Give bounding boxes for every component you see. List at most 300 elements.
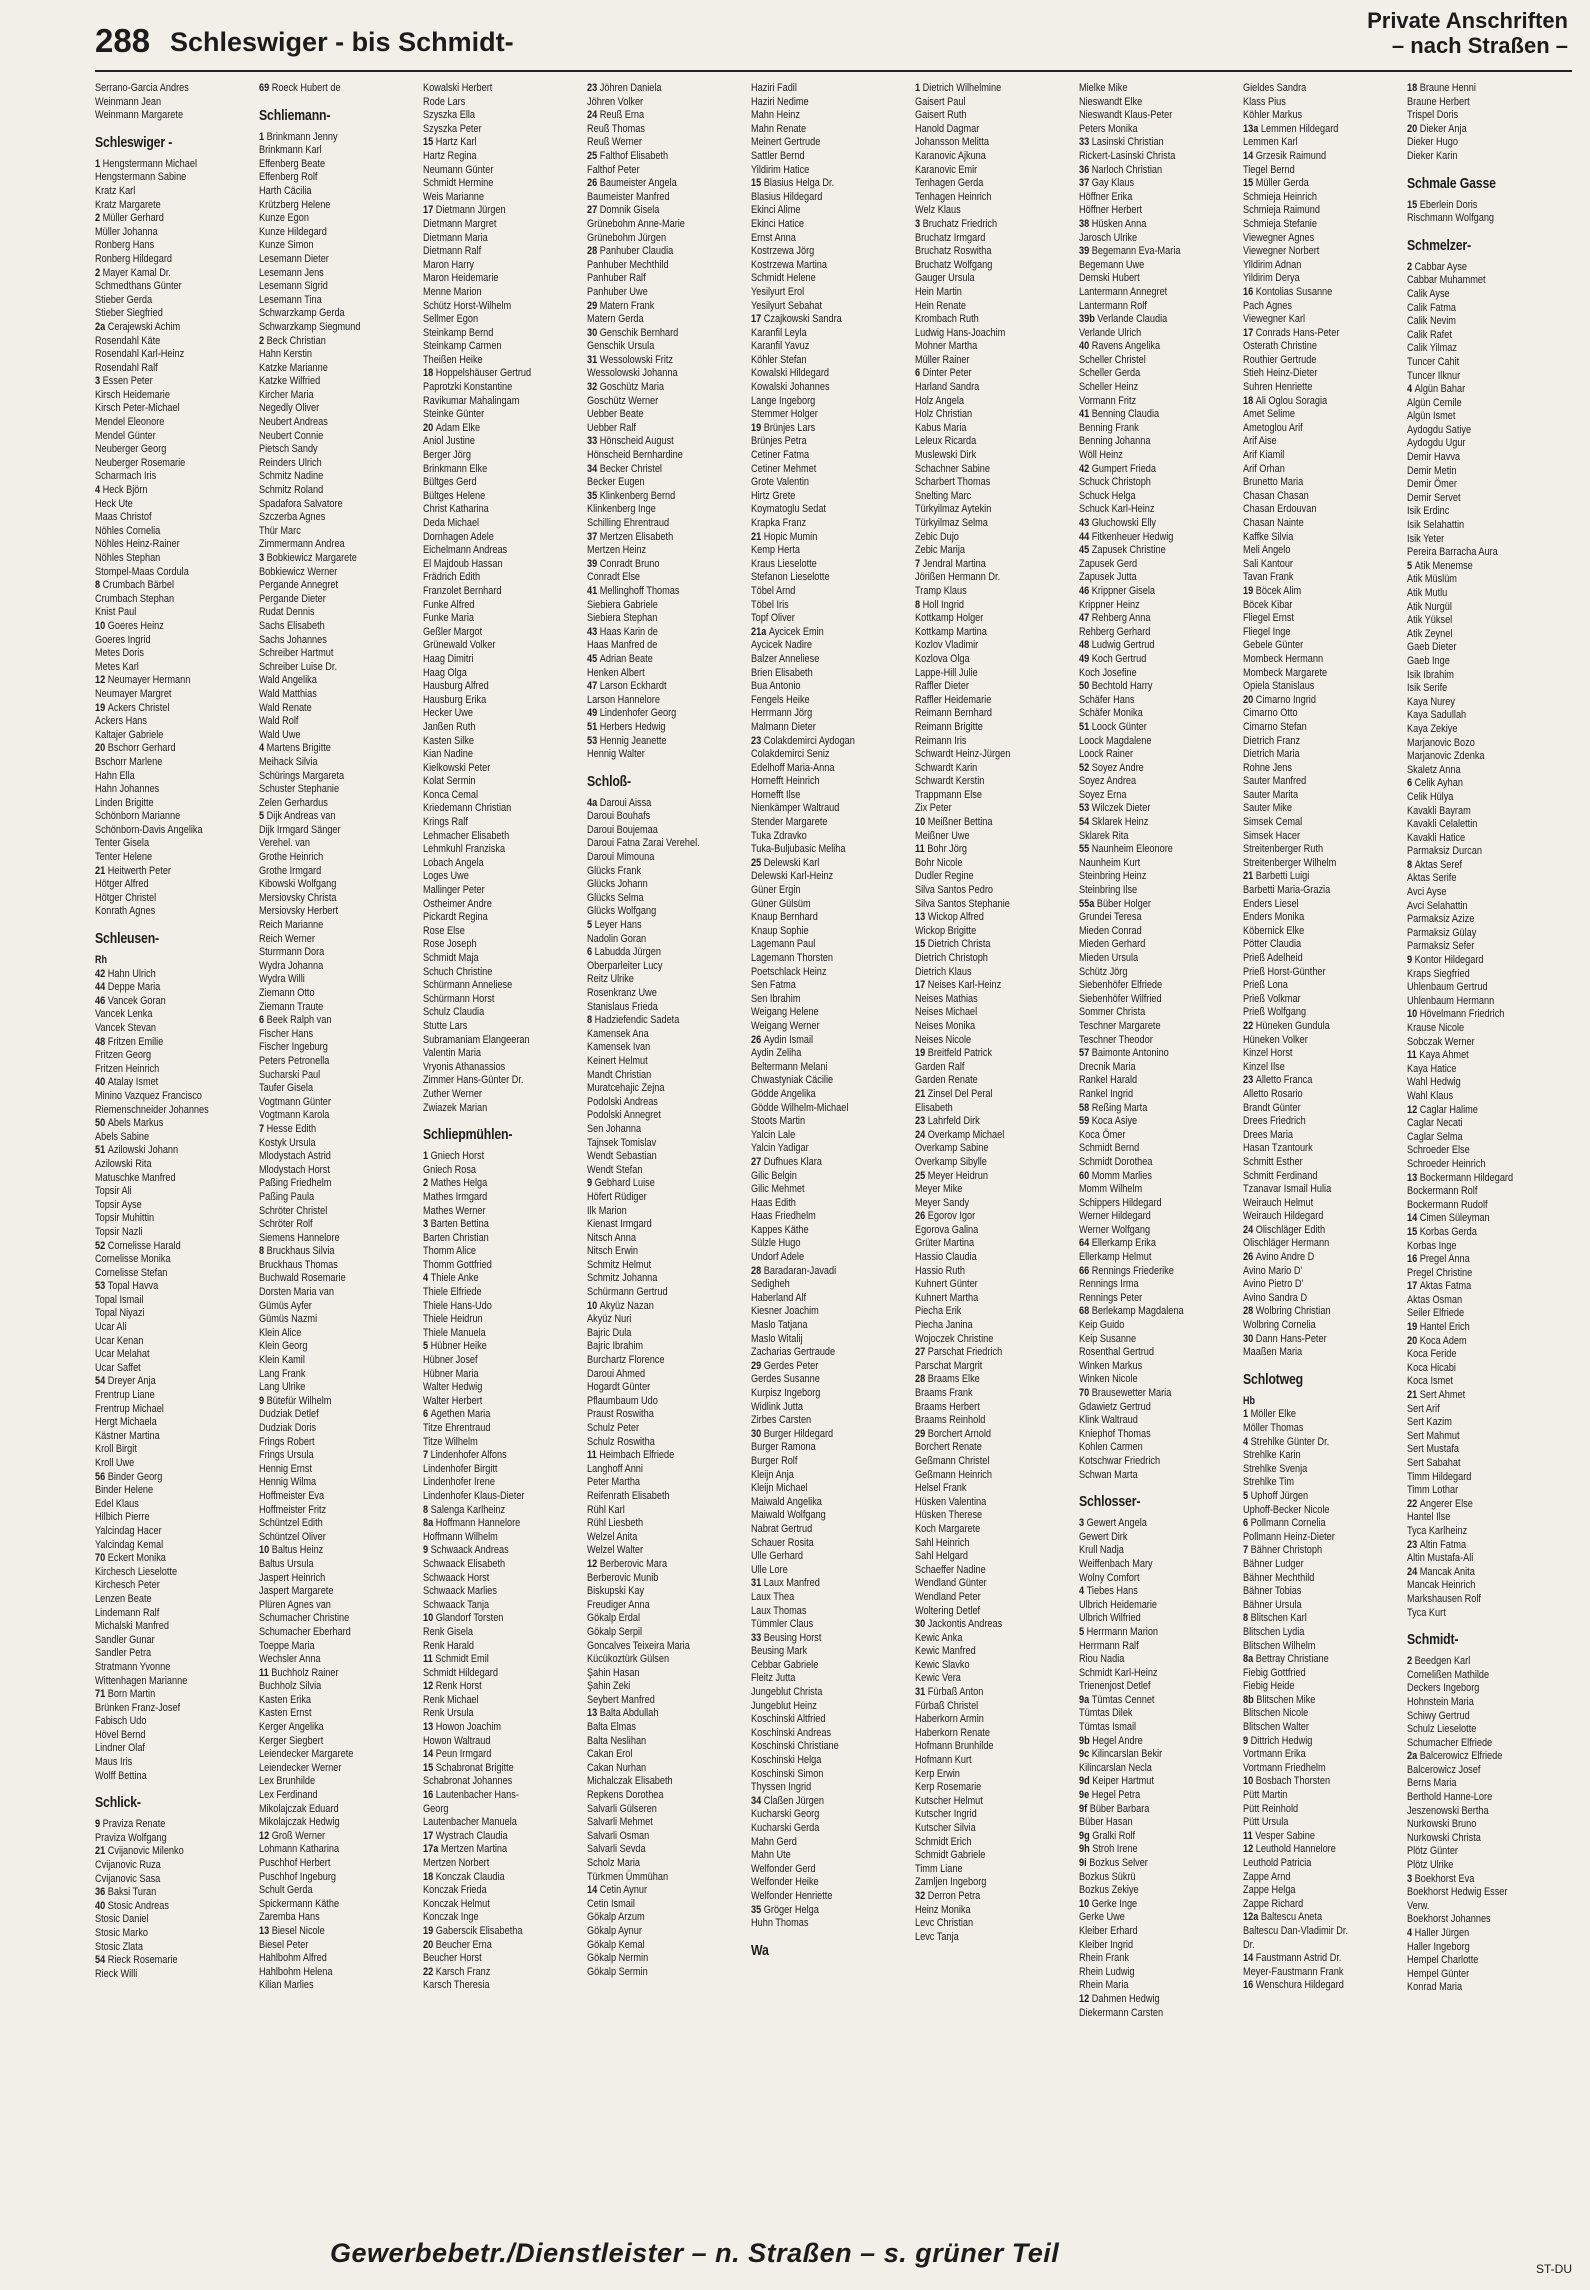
house-number: 19 xyxy=(95,701,108,714)
resident-entry: Gödde Wilhelm-Michael xyxy=(751,1101,849,1114)
resident-entry: 8 Hadziefendic Sadeta xyxy=(587,1014,680,1027)
resident-entry: Benning Johanna xyxy=(1079,435,1151,448)
resident-entry: Zimmermann Andrea xyxy=(259,538,345,551)
resident-entry: Rosenkranz Uwe xyxy=(587,987,657,999)
house-number: 53 xyxy=(587,734,600,747)
resident-entry: 39b Verlande Claudia xyxy=(1079,313,1168,326)
resident-entry: Leiendecker Werner xyxy=(259,1761,342,1774)
resident-entry: Wendland Günter xyxy=(915,1577,987,1590)
resident-entry: Scheller Gerda xyxy=(1079,367,1141,380)
resident-entry: Grünebohm Anne-Marie xyxy=(587,217,685,230)
resident-entry: Topsir Ali xyxy=(95,1185,132,1198)
resident-entry: Koca Ömer xyxy=(1079,1128,1126,1141)
resident-entry: 21a Aycicek Emin xyxy=(751,625,824,638)
resident-entry: Mahn Heinz xyxy=(751,109,800,122)
house-number: 9f xyxy=(1079,1802,1090,1815)
house-number: 15 xyxy=(915,938,928,951)
resident-entry: Gerdes Susanne xyxy=(751,1373,820,1386)
house-number: 53 xyxy=(95,1280,108,1293)
resident-entry: Effenberg Rolf xyxy=(259,171,318,184)
resident-entry: Knaup Bernhard xyxy=(751,911,818,924)
resident-entry: Lex Ferdinand xyxy=(259,1789,318,1802)
resident-entry: Sauter Manfred xyxy=(1243,775,1307,788)
house-number: 4 xyxy=(95,484,103,497)
house-number: 51 xyxy=(587,720,600,733)
resident-entry: Lesemann Sigrid xyxy=(259,280,328,293)
resident-entry: Ekinci Alime xyxy=(751,204,801,217)
resident-entry: Lindenhofer Birgitt xyxy=(423,1462,498,1475)
resident-entry: Spadafora Salvatore xyxy=(259,497,343,510)
resident-entry: Timm Hildegard xyxy=(1407,1470,1472,1483)
resident-entry: 10 Akyüz Nazan xyxy=(587,1299,654,1312)
column-7 xyxy=(1079,82,1209,2232)
resident-entry: Naunheim Kurt xyxy=(1079,856,1141,869)
resident-entry: Koca Ismet xyxy=(1407,1375,1453,1388)
resident-entry: 13 Wickop Alfred xyxy=(915,911,984,924)
resident-entry: 53 Hennig Jeanette xyxy=(587,734,667,747)
resident-entry: 33 Beusing Horst xyxy=(751,1631,822,1644)
resident-entry: Reimann Iris xyxy=(915,734,967,747)
house-number: 68 xyxy=(1079,1305,1092,1318)
resident-entry: Cakan Erol xyxy=(587,1748,633,1761)
resident-entry: Fritzen Heinrich xyxy=(95,1062,160,1075)
resident-entry: Panhuber Uwe xyxy=(587,285,648,298)
resident-entry: Rhein Frank xyxy=(1079,1952,1129,1965)
house-number: 52 xyxy=(1079,761,1092,774)
resident-entry: Riou Nadia xyxy=(1079,1653,1125,1666)
house-number: 34 xyxy=(751,1794,764,1807)
resident-entry: 28 Braams Elke xyxy=(915,1373,980,1386)
resident-entry: Kriedemann Christian xyxy=(423,802,512,815)
resident-entry: Kilincarslan Necla xyxy=(1079,1761,1152,1774)
resident-entry: Ernst Anna xyxy=(751,231,796,244)
resident-entry: 9h Stroh Irene xyxy=(1079,1843,1138,1856)
resident-entry: Weigang Helene xyxy=(751,1006,819,1019)
house-number: 51 xyxy=(1079,720,1092,733)
house-number: 3 xyxy=(1407,1872,1415,1885)
resident-entry: Reifenrath Elisabeth xyxy=(587,1489,670,1502)
resident-entry: 26 Aydin Ismail xyxy=(751,1033,814,1046)
resident-entry: Boekhorst Hedwig Esser xyxy=(1407,1886,1508,1899)
resident-entry: Hantel Ilse xyxy=(1407,1511,1451,1524)
resident-entry: 11 Heimbach Elfriede xyxy=(587,1449,675,1462)
resident-entry: Haberkorn Renate xyxy=(915,1726,990,1739)
resident-entry: Gökalp Serpil xyxy=(587,1625,643,1638)
resident-entry: Becker Eugen xyxy=(587,476,645,489)
house-number: 11 xyxy=(915,843,928,856)
resident-entry: Isik Serife xyxy=(1407,682,1448,695)
house-number: 13 xyxy=(1407,1171,1420,1184)
resident-entry: 9a Tümtas Cennet xyxy=(1079,1693,1155,1706)
resident-entry: 54 Sklarek Heinz xyxy=(1079,816,1149,829)
resident-entry: Georg xyxy=(423,1802,449,1815)
resident-entry: 22 Karsch Franz xyxy=(423,1965,491,1978)
resident-entry: Aktas Osman xyxy=(1407,1293,1463,1306)
house-number: 43 xyxy=(587,625,600,638)
resident-entry: Levc Tanja xyxy=(915,1930,959,1943)
resident-entry: Brunetto Maria xyxy=(1243,476,1304,489)
house-number: 15 xyxy=(1407,1225,1420,1238)
resident-entry: 4 Algün Bahar xyxy=(1407,383,1466,396)
resident-entry: Welfonder Gerd xyxy=(751,1862,816,1875)
resident-entry: Kowalski Hildegard xyxy=(751,367,830,380)
resident-entry: 2 Cabbar Ayse xyxy=(1407,260,1468,273)
resident-entry: Schüntzel Edith xyxy=(259,1517,323,1530)
resident-entry: Braams Herbert xyxy=(915,1400,980,1413)
resident-entry: Momm Wilhelm xyxy=(1079,1183,1143,1196)
resident-entry: Krombach Ruth xyxy=(915,313,979,326)
resident-entry: Yalcin Lale xyxy=(751,1128,796,1141)
resident-entry: Kircher Maria xyxy=(259,388,314,401)
resident-entry: Atik Zeynel xyxy=(1407,627,1453,640)
resident-entry: Sklarek Rita xyxy=(1079,829,1129,842)
resident-entry: Daroui Boujemaa xyxy=(587,823,658,836)
resident-entry: Taufer Gisela xyxy=(259,1082,314,1095)
resident-entry: Lautenbacher Manuela xyxy=(423,1816,517,1829)
resident-entry: Wittenhagen Marianne xyxy=(95,1674,188,1687)
resident-entry: Schwardt Kerstin xyxy=(915,775,985,788)
resident-entry: Levc Christian xyxy=(915,1917,974,1930)
house-number: 27 xyxy=(915,1346,928,1359)
resident-entry: Türkmen Ümmühan xyxy=(587,1870,669,1883)
resident-entry: Raffler Heidemarie xyxy=(915,693,992,706)
resident-entry: Schürmann Anneliese xyxy=(423,979,513,992)
house-number: 31 xyxy=(751,1577,764,1590)
resident-entry: 58 Reßing Marta xyxy=(1079,1101,1148,1114)
resident-entry: Neumann Günter xyxy=(423,163,494,176)
resident-entry: Goncalves Teixeira Maria xyxy=(587,1639,690,1652)
resident-entry: Buchholz Silvia xyxy=(259,1680,322,1693)
resident-entry: Cvijanovic Ruza xyxy=(95,1859,161,1872)
resident-entry: Kozlova Olga xyxy=(915,652,970,665)
resident-entry: 42 Hahn Ulrich xyxy=(95,967,156,980)
resident-entry: Schulz Roswitha xyxy=(587,1435,655,1448)
house-number: 2 xyxy=(1407,1655,1415,1668)
resident-entry: Funke Alfred xyxy=(423,598,475,611)
resident-entry: Henken Albert xyxy=(587,666,645,679)
house-number: 26 xyxy=(915,1210,928,1223)
column-1 xyxy=(95,82,225,2232)
resident-entry: 9f Büber Barbara xyxy=(1079,1802,1150,1815)
resident-entry: Lang Ulrike xyxy=(259,1381,306,1394)
resident-entry: 25 Falthof Elisabeth xyxy=(587,149,669,162)
resident-entry: Kostyk Ursula xyxy=(259,1136,316,1149)
resident-entry: Chasan Nainte xyxy=(1243,517,1304,529)
resident-entry: Strehlke Tim xyxy=(1243,1476,1294,1489)
resident-entry: Kinzel Horst xyxy=(1243,1047,1293,1060)
resident-entry: Konrath Agnes xyxy=(95,905,156,918)
resident-entry: Dietrich Christoph xyxy=(915,952,988,964)
resident-entry: Silva Santos Pedro xyxy=(915,884,994,897)
resident-entry: Hengstermann Sabine xyxy=(95,171,187,184)
resident-entry: 3 Gewert Angela xyxy=(1079,1517,1147,1530)
resident-entry: Glücks Frank xyxy=(587,864,642,877)
resident-entry: Teschner Margarete xyxy=(1079,1019,1161,1032)
resident-entry: 6 Dinter Peter xyxy=(915,367,972,380)
resident-entry: Schmidt Hermine xyxy=(423,177,494,190)
resident-entry: Topsir Ayse xyxy=(95,1198,142,1211)
resident-entry: 31 Laux Manfred xyxy=(751,1577,820,1590)
resident-entry: 15 Korbas Gerda xyxy=(1407,1225,1477,1238)
resident-entry: Haziri Fadil xyxy=(751,82,797,94)
resident-entry: Avino Mario D' xyxy=(1243,1264,1303,1277)
resident-entry: Jeszenowski Bertha xyxy=(1407,1804,1489,1817)
resident-entry: Matern Gerda xyxy=(587,313,644,326)
house-number: 9 xyxy=(1407,954,1415,967)
house-number: 28 xyxy=(587,245,600,258)
resident-entry: Kirchesch Peter xyxy=(95,1579,160,1592)
resident-entry: Dijk Irmgard Sänger xyxy=(259,823,341,836)
resident-entry: Nurkowski Bruno xyxy=(1407,1818,1477,1831)
resident-entry: Bozkus Sükrü xyxy=(1079,1870,1136,1883)
resident-entry: Avci Ayse xyxy=(1407,886,1447,899)
resident-entry: Muslewski Dirk xyxy=(915,449,977,462)
resident-entry: Schumacher Eberhard xyxy=(259,1625,351,1638)
directory-columns xyxy=(95,82,1573,2237)
house-number: 12 xyxy=(423,1680,436,1693)
resident-entry: Mikolajczak Hedwig xyxy=(259,1816,340,1829)
resident-entry: 9 Dittrich Hedwig xyxy=(1243,1734,1313,1747)
resident-entry: Topal Ismail xyxy=(95,1293,144,1306)
page-range-title: Schleswiger - bis Schmidt- xyxy=(170,27,514,57)
resident-entry: Johansson Melitta xyxy=(915,136,989,149)
resident-entry: Mendel Günter xyxy=(95,429,156,442)
column-3 xyxy=(423,82,553,2232)
house-number: 12a xyxy=(1243,1911,1261,1924)
resident-entry: Kottkamp Martina xyxy=(915,625,987,638)
resident-entry: Meinert Gertrude xyxy=(751,136,821,149)
resident-entry: Isik Selahattin xyxy=(1407,519,1465,532)
house-number: 3 xyxy=(1079,1517,1087,1530)
house-number: 14 xyxy=(587,1884,600,1897)
resident-entry: Kratz Karl xyxy=(95,184,136,197)
resident-entry: 19 Ackers Christel xyxy=(95,701,170,714)
resident-entry: Katzke Marianne xyxy=(259,361,328,374)
resident-entry: Schüntzel Oliver xyxy=(259,1530,326,1543)
resident-entry: Lappe-Hill Julie xyxy=(915,666,978,679)
resident-entry: Konczak Frieda xyxy=(423,1884,487,1897)
resident-entry: Malmann Dieter xyxy=(751,720,816,733)
resident-entry: Goschütz Werner xyxy=(587,394,659,407)
resident-entry: Frädrich Edith xyxy=(423,571,481,584)
resident-entry: Verw. xyxy=(1407,1899,1430,1912)
resident-entry: 44 Fitkenheuer Hedwig xyxy=(1079,530,1174,543)
resident-entry: Trispel Doris xyxy=(1407,109,1459,122)
house-number: 49 xyxy=(1079,652,1092,665)
resident-entry: 14 Cimen Süleyman xyxy=(1407,1212,1490,1225)
house-number: 2 xyxy=(95,266,103,279)
resident-entry: Gaisert Ruth xyxy=(915,109,967,122)
resident-entry: Lobach Angela xyxy=(423,856,484,869)
resident-entry: Geßmann Christel xyxy=(915,1454,990,1467)
house-number: 4 xyxy=(1243,1435,1251,1448)
resident-entry: Thiele Manuela xyxy=(423,1326,486,1339)
resident-entry: Kniephof Thomas xyxy=(1079,1427,1151,1440)
resident-entry: Drees Friedrich xyxy=(1243,1115,1306,1128)
resident-entry: Schwaack Horst xyxy=(423,1571,490,1584)
resident-entry: Lindner Olaf xyxy=(95,1742,145,1755)
resident-entry: Pereira Barracha Aura xyxy=(1407,546,1498,559)
resident-entry: Drecnik Maria xyxy=(1079,1060,1136,1073)
resident-entry: Streitenberger Ruth xyxy=(1243,843,1324,856)
resident-entry: 2 Müller Gerhard xyxy=(95,212,164,225)
resident-entry: Klein Georg xyxy=(259,1340,308,1353)
resident-entry: Hirtz Grete xyxy=(751,489,796,502)
house-number: 12 xyxy=(259,1829,272,1842)
resident-entry: Müller Rainer xyxy=(915,353,970,366)
resident-entry: Kienast Irmgard xyxy=(587,1218,652,1231)
resident-entry: Yalcin Yadigar xyxy=(751,1142,809,1155)
resident-entry: Zappe Richard xyxy=(1243,1897,1304,1910)
resident-entry: Blasius Hildegard xyxy=(751,190,823,203)
resident-entry: Sauter Marita xyxy=(1243,788,1299,801)
resident-entry: 20 Koca Adem xyxy=(1407,1334,1467,1347)
resident-entry: Sülzle Hugo xyxy=(751,1237,801,1250)
resident-entry: 19 Breitfeld Patrick xyxy=(915,1047,993,1060)
house-number: 9c xyxy=(1079,1748,1092,1761)
house-number: 17 xyxy=(915,979,928,992)
house-number: 44 xyxy=(95,981,108,994)
resident-entry: Kirsch Heidemarie xyxy=(95,388,170,401)
resident-entry: 22 Hüneken Gundula xyxy=(1243,1019,1330,1032)
resident-entry: Reinders Ulrich xyxy=(259,456,322,469)
resident-entry: 48 Ludwig Gertrud xyxy=(1079,639,1155,652)
resident-entry: Howon Waltraud xyxy=(423,1734,491,1747)
resident-entry: Dieker Karin xyxy=(1407,149,1458,162)
resident-entry: Mallinger Peter xyxy=(423,884,485,897)
house-number: 21 xyxy=(915,1087,928,1100)
resident-entry: Mlodystach Astrid xyxy=(259,1150,331,1163)
resident-entry: Cetin Ismail xyxy=(587,1897,635,1910)
resident-entry: Hüsken Therese xyxy=(915,1509,983,1522)
resident-entry: Sachs Elisabeth xyxy=(259,619,325,632)
resident-entry: Braune Herbert xyxy=(1407,95,1470,108)
resident-entry: Schuck Christoph xyxy=(1079,476,1151,489)
house-number: 10 xyxy=(1243,1775,1256,1788)
resident-entry: Weinmann Margarete xyxy=(95,109,184,122)
house-number: 7 xyxy=(915,557,923,570)
resident-entry: 24 Mancak Anita xyxy=(1407,1565,1475,1578)
resident-entry: Simsek Cemal xyxy=(1243,816,1303,829)
resident-entry: 71 Born Martin xyxy=(95,1688,156,1701)
resident-entry: Schmieja Raimund xyxy=(1243,204,1321,217)
resident-entry: Podolski Annegret xyxy=(587,1109,661,1122)
resident-entry: Mahn Ute xyxy=(751,1849,791,1862)
resident-entry: Lagemann Thorsten xyxy=(751,952,833,964)
resident-entry: Schachner Sabine xyxy=(915,462,990,475)
resident-entry: Maaßen Maria xyxy=(1243,1346,1303,1359)
resident-entry: 6 Agethen Maria xyxy=(423,1408,491,1421)
resident-entry: 4 Heck Björn xyxy=(95,484,148,497)
resident-entry: Weigang Werner xyxy=(751,1019,820,1032)
resident-entry: Aydin Zeliha xyxy=(751,1047,802,1060)
resident-entry: Schiwy Gertrud xyxy=(1407,1709,1470,1722)
street-heading: Schleswiger - xyxy=(95,133,173,151)
resident-entry: Zaremba Hans xyxy=(259,1911,320,1924)
house-number: 10 xyxy=(1407,1008,1420,1021)
house-number: 6 xyxy=(587,946,595,959)
resident-entry: 56 Binder Georg xyxy=(95,1470,163,1483)
resident-entry: Praviza Wolfgang xyxy=(95,1831,167,1844)
house-number: 22 xyxy=(1407,1497,1420,1510)
resident-entry: Sauter Mike xyxy=(1243,802,1292,815)
resident-entry: Schwardt Heinz-Jürgen xyxy=(915,748,1011,761)
resident-entry: Loock Magdalene xyxy=(1079,734,1152,747)
resident-entry: Wöll Heinz xyxy=(1079,449,1123,462)
resident-entry: Tümtas Ismail xyxy=(1079,1721,1137,1734)
resident-entry: Serrano-Garcia Andres xyxy=(95,82,189,94)
resident-entry: 40 Atalay Ismet xyxy=(95,1076,159,1089)
house-number: 37 xyxy=(1079,177,1092,190)
resident-entry: Cimarno Otto xyxy=(1243,707,1298,720)
house-number: 9g xyxy=(1079,1829,1093,1842)
resident-entry: Rosendahl Käte xyxy=(95,334,161,347)
resident-entry: Marjanovic Zdenka xyxy=(1407,750,1485,763)
resident-entry: 11 Vesper Sabine xyxy=(1243,1829,1315,1842)
resident-entry: Theißen Heike xyxy=(423,353,483,366)
resident-entry: Baltus Ursula xyxy=(259,1557,314,1570)
house-number: 2 xyxy=(259,334,267,347)
resident-entry: 53 Topal Havva xyxy=(95,1280,159,1293)
resident-entry: 43 Haas Karin de xyxy=(587,625,658,638)
resident-entry: Kewic Vera xyxy=(915,1672,961,1685)
resident-entry: Calik Yilmaz xyxy=(1407,342,1457,355)
resident-entry: Arif Kiamil xyxy=(1243,449,1285,462)
resident-entry: Pütt Reinhold xyxy=(1243,1802,1299,1815)
resident-entry: Weirauch Hildegard xyxy=(1243,1210,1324,1223)
house-number: 49 xyxy=(587,707,600,720)
resident-entry: Sali Kantour xyxy=(1243,557,1293,570)
resident-entry: Tyca Karlheinz xyxy=(1407,1524,1468,1537)
resident-entry: Burchartz Florence xyxy=(587,1354,665,1367)
resident-entry: Daroui Ahmed xyxy=(587,1367,646,1380)
resident-entry: Fliegel Ernst xyxy=(1243,612,1294,625)
street-heading: Schmale Gasse xyxy=(1407,174,1496,192)
resident-entry: Elisabeth xyxy=(915,1101,953,1114)
resident-entry: Bültges Helene xyxy=(423,489,486,502)
house-number: 20 xyxy=(1243,693,1256,706)
house-number: 8 xyxy=(915,598,923,611)
resident-entry: Lenzen Beate xyxy=(95,1592,152,1605)
resident-entry: Prieß Volkmar xyxy=(1243,992,1301,1005)
resident-entry: Dietmann Ralf xyxy=(423,245,482,258)
house-number: 4 xyxy=(1407,1927,1415,1939)
resident-entry: 16 Lautenbacher Hans- xyxy=(423,1789,519,1802)
resident-entry: Wendt Sebastian xyxy=(587,1150,657,1163)
resident-entry: Bruchatz Irmgard xyxy=(915,231,986,244)
resident-entry: Mombeck Margarete xyxy=(1243,666,1328,679)
resident-entry: Nieswandt Klaus-Peter xyxy=(1079,109,1173,122)
resident-entry: 51 Loock Günter xyxy=(1079,720,1147,733)
resident-entry: Vormann Fritz xyxy=(1079,394,1137,407)
resident-entry: Kielkowski Peter xyxy=(423,761,491,774)
resident-entry: Frings Ursula xyxy=(259,1449,314,1462)
resident-entry: Hoffmann Wilhelm xyxy=(423,1530,498,1543)
resident-entry: Berger Jörg xyxy=(423,449,471,462)
resident-entry: 46 Krippner Gisela xyxy=(1079,584,1155,597)
resident-entry: Hennig Ernst xyxy=(259,1462,313,1475)
resident-entry: Ulbrich Wilfried xyxy=(1079,1612,1141,1625)
resident-entry: Negedly Oliver xyxy=(259,402,320,415)
resident-entry: Hennig Walter xyxy=(587,748,645,761)
resident-entry: Enders Monika xyxy=(1243,911,1305,924)
resident-entry: 3 Barten Bettina xyxy=(423,1218,489,1231)
house-number: 6 xyxy=(1407,777,1415,790)
resident-entry: Ametoglou Arif xyxy=(1243,421,1303,434)
resident-entry: Dudziak Detlef xyxy=(259,1408,319,1421)
resident-entry: Hahn Ella xyxy=(95,769,135,782)
resident-entry: Koch Josefine xyxy=(1079,666,1137,679)
